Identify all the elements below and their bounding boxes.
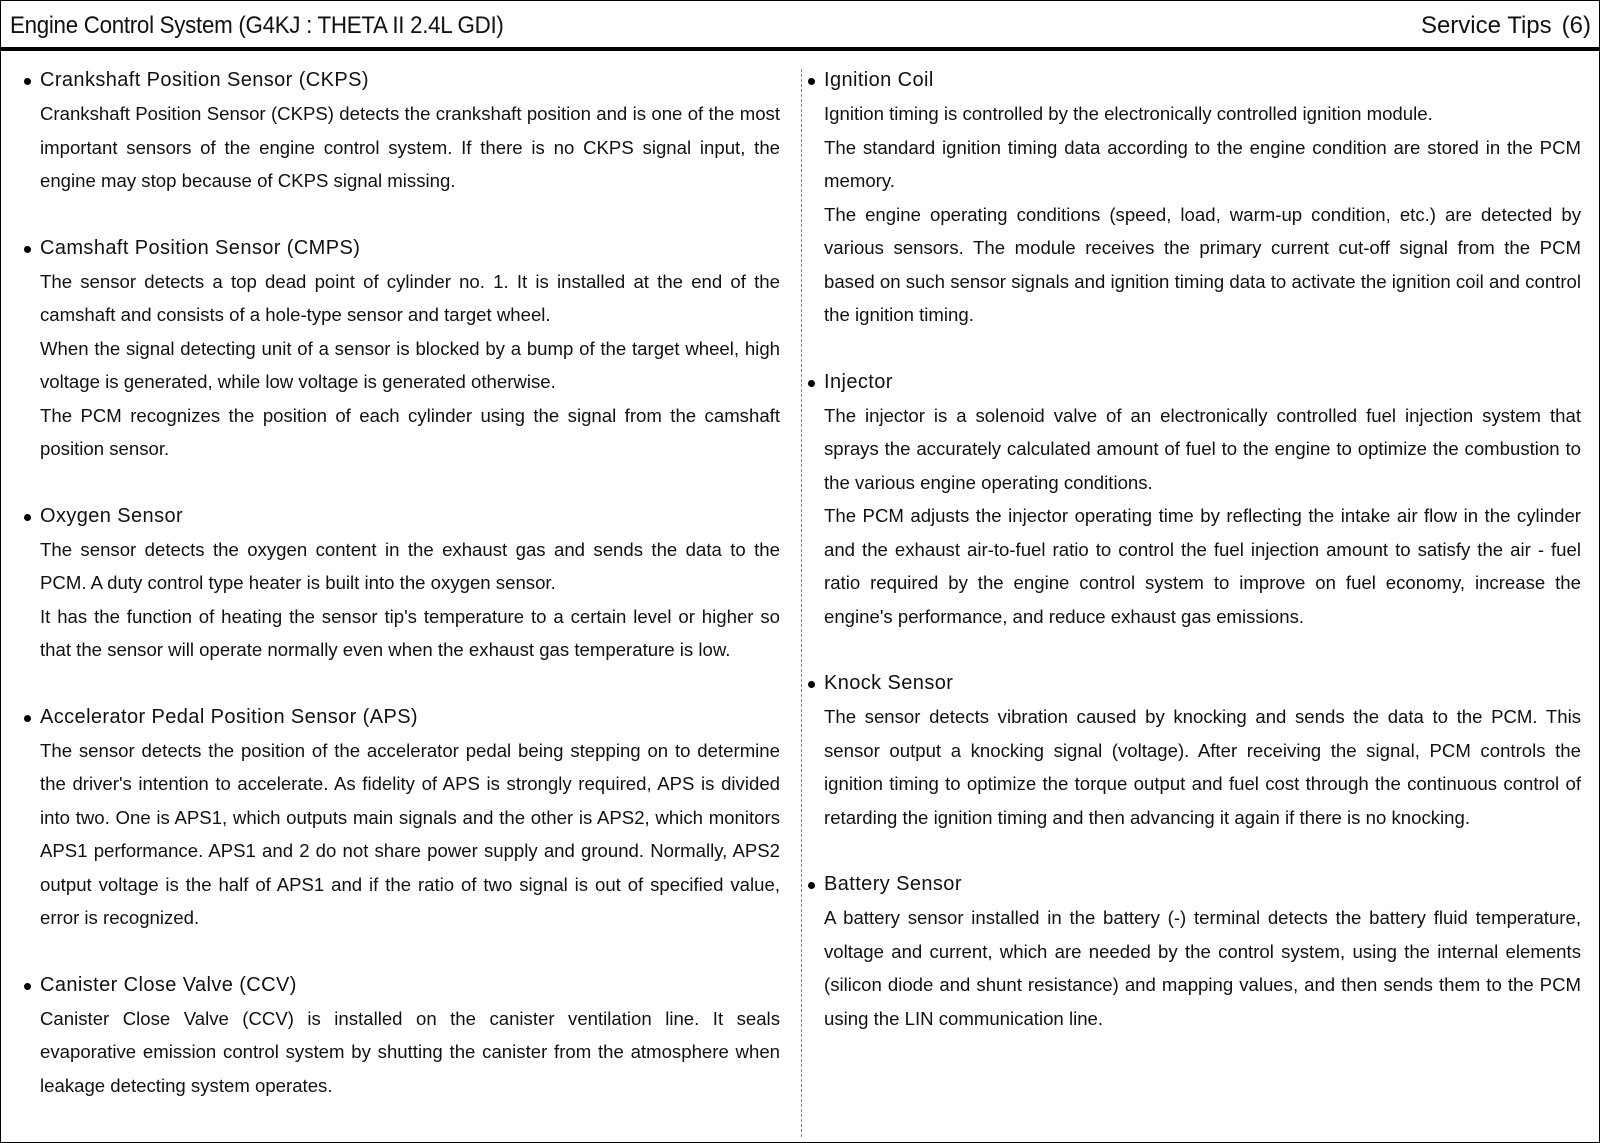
bullet-icon xyxy=(808,78,815,85)
bullet-icon xyxy=(24,715,31,722)
bullet-icon xyxy=(24,246,31,253)
page-title: Engine Control System (G4KJ : THETA II 2.4L GDI) xyxy=(10,12,504,39)
bullet-icon xyxy=(24,514,31,521)
paragraph: The standard ignition timing data according to the engine condition are stored in the PCM memory. xyxy=(824,136,1581,191)
section-oxygen-sensor xyxy=(23,499,780,667)
section-injector xyxy=(807,365,1581,634)
paragraph: The sensor detects a top dead point of cylinder no. 1. It is installed at the end of the camshaft and consists of a hole-type sensor and target wheel. xyxy=(40,270,780,325)
section-ignition-coil xyxy=(807,63,1581,332)
section-label: Service Tips xyxy=(1420,12,1552,39)
section-title: Accelerator Pedal Position Sensor (APS) xyxy=(40,705,418,728)
bullet-icon xyxy=(24,983,31,990)
paragraph: The engine operating conditions (speed, load, warm-up condition, etc.) are detected by various sensors. The module receives the primary current cut-off signal from the PCM based on such sensor signals and ignition timing data to activate the ignition coil and control the ignition timing. xyxy=(824,203,1581,325)
section-battery-sensor xyxy=(807,867,1581,1035)
page-number: (6) xyxy=(1561,12,1591,39)
section-ccv xyxy=(23,968,780,1103)
left-column xyxy=(23,63,780,1135)
bullet-icon xyxy=(808,681,815,688)
section-title: Canister Close Valve (CCV) xyxy=(40,973,297,996)
paragraph: The PCM recognizes the position of each cylinder using the signal from the camshaft position sensor. xyxy=(40,404,780,459)
section-ckps xyxy=(23,63,780,198)
paragraph: The sensor detects the position of the accelerator pedal being stepping on to determine the driver's intention to accelerate. As fidelity of APS is strongly required, APS is divided into two. One is APS1, which outputs main signals and the other is APS2, which monitors APS1 performance. APS1 and 2 do not share power supply and ground. Normally, APS2 output voltage is the half of APS1 and if the ratio of two signal is out of specified value, error is recognized. xyxy=(40,739,780,928)
section-title: Camshaft Position Sensor (CMPS) xyxy=(40,236,361,259)
paragraph: The sensor detects vibration caused by knocking and sends the data to the PCM. This sensor output a knocking signal (voltage). After receiving the signal, PCM controls the ignition timing to optimize the torque output and fuel cost through the continuous control of retarding the ignition timing and then advancing it again if there is no knocking. xyxy=(824,706,1581,828)
header-right xyxy=(1411,12,1591,40)
paragraph: Canister Close Valve (CCV) is installed on the canister ventilation line. It seals evaporative emission control system by shutting the canister from the atmosphere when leakage detecting system operates. xyxy=(40,1007,780,1096)
right-column xyxy=(807,63,1581,1068)
paragraph: Ignition timing is controlled by the electronically controlled ignition module. xyxy=(824,103,1433,124)
bullet-icon xyxy=(24,78,31,85)
paragraph: It has the function of heating the sensor tip's temperature to a certain level or higher so that the sensor will operate normally even when the exhaust gas temperature is low. xyxy=(40,605,780,660)
paragraph: The injector is a solenoid valve of an electronically controlled fuel injection system that sprays the accurately calculated amount of fuel to the engine to optimize the combustion to the various engine operating conditions. xyxy=(824,404,1581,493)
bullet-icon xyxy=(808,380,815,387)
section-title: Crankshaft Position Sensor (CKPS) xyxy=(40,69,369,91)
section-title: Injector xyxy=(824,370,893,393)
paragraph: When the signal detecting unit of a sensor is blocked by a bump of the target wheel, high voltage is generated, while low voltage is generated otherwise. xyxy=(40,337,780,392)
column-divider xyxy=(801,69,802,1137)
section-title: Oxygen Sensor xyxy=(40,504,184,527)
section-title: Battery Sensor xyxy=(824,873,962,895)
section-knock-sensor xyxy=(807,666,1581,834)
section-aps xyxy=(23,700,780,935)
section-title: Ignition Coil xyxy=(824,69,934,91)
section-cmps xyxy=(23,231,780,466)
section-title: Knock Sensor xyxy=(824,672,954,694)
paragraph: A battery sensor installed in the battery (-) terminal detects the battery fluid temperature, voltage and current, which are needed by the control system, using the internal elements (silicon diode and shunt resistance) and mapping values, and then sends them to the PCM using the LIN communication line. xyxy=(824,907,1581,1029)
paragraph: Crankshaft Position Sensor (CKPS) detects the crankshaft position and is one of the most important sensors of the engine control system. If there is no CKPS signal input, the engine may stop because of CKPS signal missing. xyxy=(40,103,780,191)
paragraph: The PCM adjusts the injector operating time by reflecting the intake air flow in the cylinder and the exhaust air-to-fuel ratio to control the fuel injection amount to satisfy the air - fuel ratio required by the engine control system to improve on fuel economy, increase the engine's performance, and reduce exhaust gas emissions. xyxy=(824,505,1581,627)
page-header xyxy=(1,1,1599,51)
paragraph: The sensor detects the oxygen content in the exhaust gas and sends the data to the PCM. A duty control type heater is built into the oxygen sensor. xyxy=(40,538,780,593)
bullet-icon xyxy=(808,882,815,889)
